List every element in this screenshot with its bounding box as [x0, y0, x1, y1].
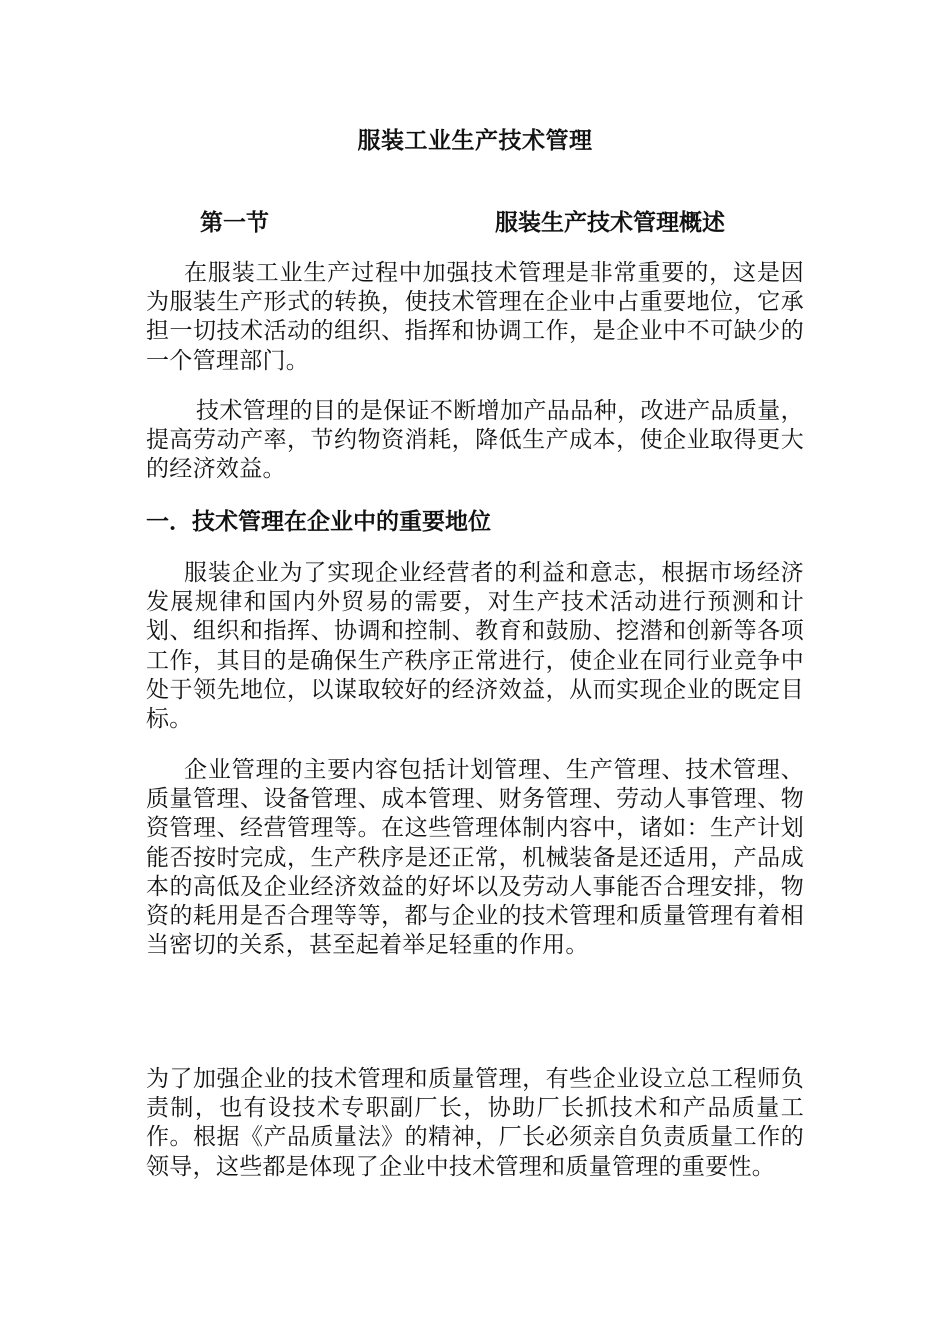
- section-title: 服装生产技术管理概述: [495, 210, 725, 236]
- paragraph-intro: 在服装工业生产过程中加强技术管理是非常重要的，这是因为服装生产形式的转换，使技术管理在企业中占重要地位，它承担一切技术活动的组织、指挥和协调工作，是企业中不可缺少的一个管理部门。: [146, 260, 804, 374]
- paragraph-enterprise-goals: 服装企业为了实现企业经营者的利益和意志，根据市场经济发展规律和国内外贸易的需要，对生产技术活动进行预测和计划、组织和指挥、协调和控制、教育和鼓励、挖潜和创新等各项工作，其目的是确保生产秩序正常进行，使企业在同行业竞争中处于领先地位，以谋取较好的经济效益，从而实现企业的既定目标。: [146, 560, 804, 733]
- paragraph-purpose: 技术管理的目的是保证不断增加产品品种，改进产品质量，提高劳动产率，节约物资消耗，降低生产成本，使企业取得更大的经济效益。: [146, 398, 804, 483]
- paragraph-technical-quality: 为了加强企业的技术管理和质量管理，有些企业设立总工程师负责制，也有设技术专职副厂长，协助厂长抓技术和产品质量工作。根据《产品质量法》的精神，厂长必须亲自负责质量工作的领导，这些都是体现了企业中技术管理和质量管理的重要性。: [146, 1066, 804, 1180]
- section-number: 第一节: [200, 210, 269, 236]
- section-heading-1: 一．技术管理在企业中的重要地位: [146, 509, 491, 535]
- paragraph-management-content: 企业管理的主要内容包括计划管理、生产管理、技术管理、质量管理、设备管理、成本管理、财务管理、劳动人事管理、物资管理、经营管理等。在这些管理体制内容中，诸如：生产计划能否按时完成，生产秩序是还正常，机械装备是还适用，产品成本的高低及企业经济效益的好坏以及劳动人事能否合理安排，物资的耗用是否合理等等，都与企业的技术管理和质量管理有着相当密切的关系，甚至起着举足轻重的作用。: [146, 757, 804, 959]
- document-title: 服装工业生产技术管理: [357, 128, 593, 154]
